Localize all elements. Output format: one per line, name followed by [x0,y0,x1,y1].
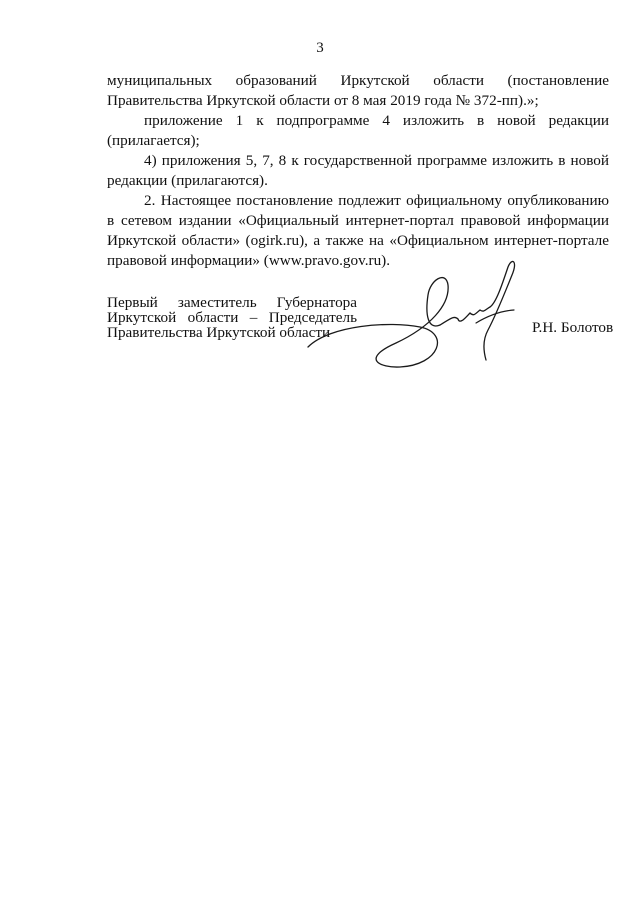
signatory-position-line-1: Первый заместитель Губернатора [107,294,357,311]
document-body [107,71,609,271]
paragraph-2: приложение 1 к подпрограмме 4 изложить в новой редакции (прилагается); [107,112,609,149]
handwritten-signature [300,255,540,380]
signatory-position-line-2: Иркутской области – Председатель [107,309,357,326]
signatory-position-line-3: Правительства Иркутской области [107,324,331,341]
paragraph-3: 4) приложения 5, 7, 8 к государственной программе изложить в новой редакции (прилагаются). [107,152,609,189]
page-number: 3 [316,40,324,56]
paragraph-1: муниципальных образований Иркутской области (постановление Правительства Иркутской области от 8 мая 2019 года № 372-пп).»; [107,72,609,109]
signer-name: Р.Н. Болотов [532,319,614,336]
paragraph-4: 2. Настоящее постановление подлежит официальному опубликованию в сетевом издании «Официальный интернет-портал правовой информации Иркутской области» (ogirk.ru), а также на «Официальном интернет-портале правовой информации» (www.pravo.gov.ru). [107,192,609,269]
